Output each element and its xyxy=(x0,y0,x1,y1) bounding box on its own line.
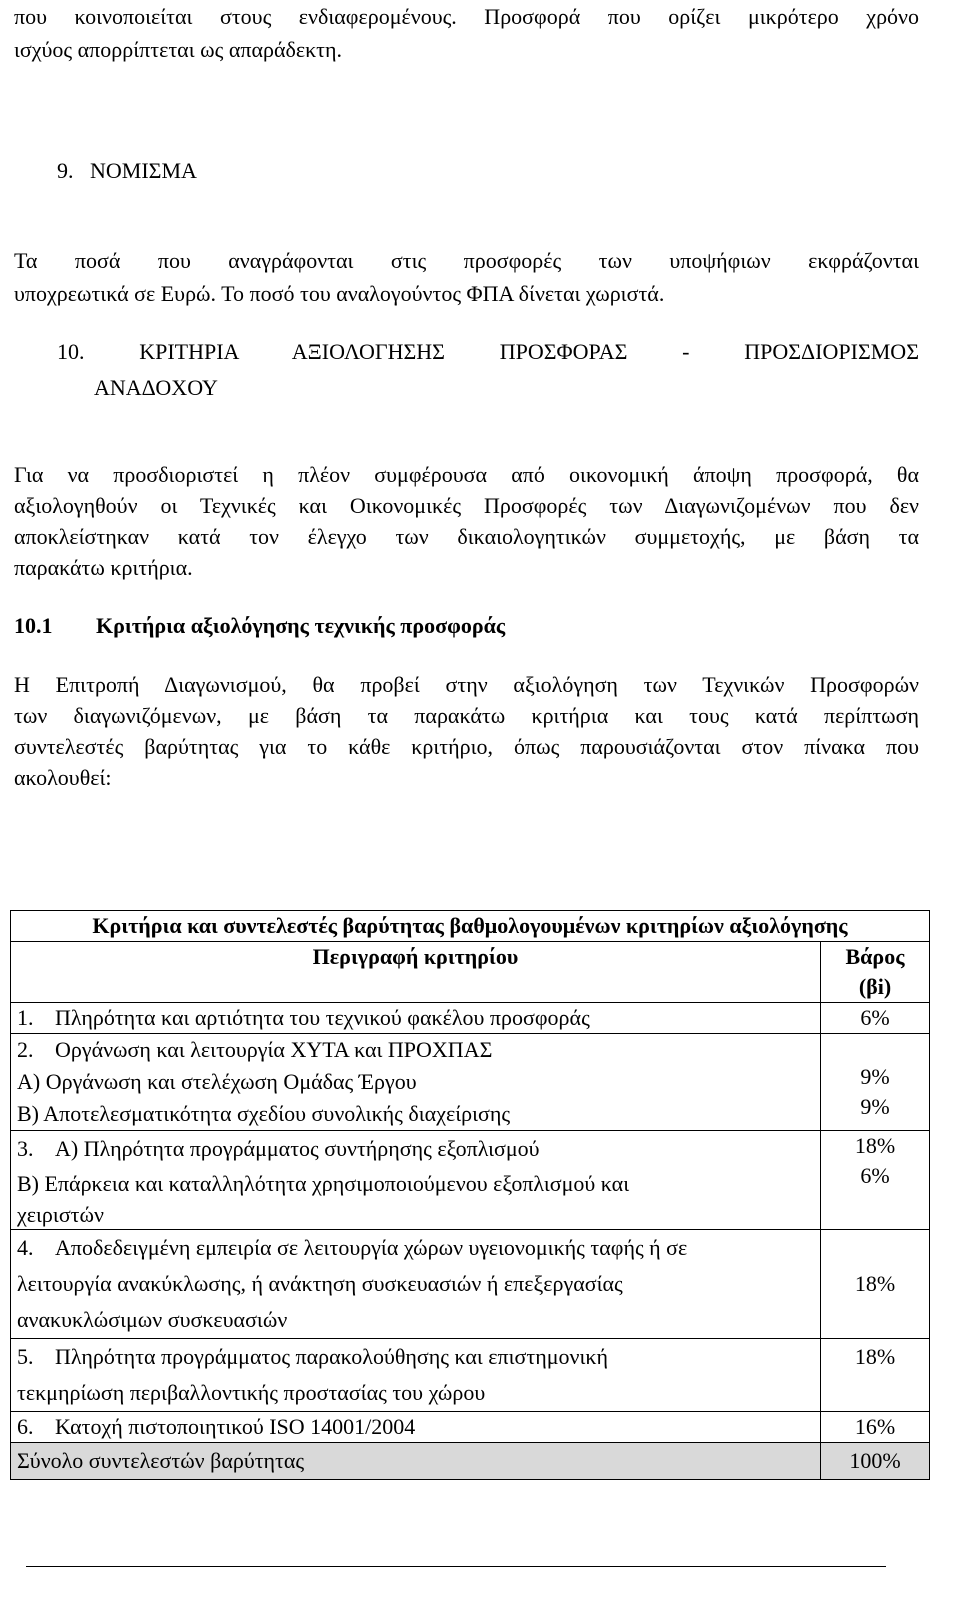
criterion-text: λειτουργία ανακύκλωσης, ή ανάκτηση συσκευασιών ή επεξεργασίας xyxy=(17,1271,623,1296)
criterion-description xyxy=(11,1034,821,1131)
section-9-heading: 9. ΝΟΜΙΣΜΑ xyxy=(57,158,197,183)
section-10-line-4: παρακάτω κριτήρια. xyxy=(14,555,193,580)
criterion-text: Α) Πληρότητα προγράμματος συντήρησης εξοπλισμού xyxy=(55,1136,540,1161)
column-header-weight: Βάρος (βi) xyxy=(821,942,930,1003)
table-title: Κριτήρια και συντελεστές βαρύτητας βαθμολογουμένων κριτηρίων αξιολόγησης xyxy=(11,911,930,942)
criterion-weight: 9% xyxy=(860,1064,890,1089)
criterion-number: 4. xyxy=(17,1235,34,1260)
table-row xyxy=(11,1003,930,1034)
section-10-line-1: Για να προσδιοριστεί η πλέον συμφέρουσα από οικονομική άποψη προσφορά, θα xyxy=(14,462,919,487)
criterion-text: ανακυκλώσιμων συσκευασιών xyxy=(17,1307,288,1332)
criterion-number: 3. xyxy=(17,1136,34,1161)
column-header-description: Περιγραφή κριτηρίου xyxy=(11,942,821,1003)
criterion-number: 5. xyxy=(17,1344,34,1369)
criterion-description xyxy=(11,1339,821,1412)
criterion-text: Κατοχή πιστοποιητικού ISO 14001/2004 xyxy=(55,1414,416,1439)
criterion-number: 2. xyxy=(17,1037,34,1062)
section-10-line-3: αποκλείστηκαν κατά τον έλεγχο των δικαιολογητικών συμμετοχής, με βάση τα xyxy=(14,524,919,549)
section-10-line-2: αξιολογηθούν οι Τεχνικές και Οικονομικές Προσφορές των Διαγωνιζομένων που δεν xyxy=(14,493,919,518)
section-9-line-2: υποχρεωτικά σε Ευρώ. Το ποσό του αναλογούντος ΦΠΑ δίνεται χωριστά. xyxy=(14,281,665,306)
criterion-number: 1. xyxy=(17,1005,34,1030)
section-10-1-title: Κριτήρια αξιολόγησης τεχνικής προσφοράς xyxy=(96,613,506,638)
criterion-weight: 6% xyxy=(860,1163,890,1188)
section-9-line-1: Τα ποσά που αναγράφονται στις προσφορές των υποψήφιων εκφράζονται xyxy=(14,248,919,273)
section-10-heading-line-2: ΑΝΑΔΟΧΟΥ xyxy=(94,375,218,400)
intro-line-2: ισχύος απορρίπτεται ως απαράδεκτη. xyxy=(14,37,343,62)
total-value: 100% xyxy=(821,1443,930,1480)
table-row xyxy=(11,1034,930,1131)
criterion-text: Β) Αποτελεσματικότητα σχεδίου συνολικής διαχείρισης xyxy=(17,1101,511,1126)
section-10-1-line-3: συντελεστές βαρύτητας για το κάθε κριτήριο, όπως παρουσιάζονται στον πίνακα που xyxy=(14,734,919,759)
criterion-description xyxy=(11,1412,821,1443)
criterion-weight: 9% xyxy=(860,1094,890,1119)
section-10-1-number: 10.1 xyxy=(14,613,53,638)
section-10-1-line-2: των διαγωνιζόμενων, με βάση τα παρακάτω κριτήρια και τους κατά περίπτωση xyxy=(14,703,919,728)
section-10-1-line-1: Η Επιτροπή Διαγωνισμού, θα προβεί στην αξιολόγηση των Τεχνικών Προσφορών xyxy=(14,672,919,697)
criterion-text: Πληρότητα και αρτιότητα του τεχνικού φακέλου προσφοράς xyxy=(55,1005,590,1030)
section-10-1-line-4: ακολουθεί: xyxy=(14,765,112,790)
criterion-weight-cell xyxy=(821,1034,930,1131)
criterion-weight-cell xyxy=(821,1131,930,1230)
criterion-text: Α) Οργάνωση και στελέχωση Ομάδας Έργου xyxy=(17,1069,417,1094)
table-row xyxy=(11,1412,930,1443)
criterion-text: χειριστών xyxy=(17,1202,104,1227)
criterion-text: Β) Επάρκεια και καταλληλότητα χρησιμοποιούμενου εξοπλισμού και xyxy=(17,1171,630,1196)
criterion-number: 6. xyxy=(17,1414,34,1439)
section-10-heading-line-1: 10. ΚΡΙΤΗΡΙΑ ΑΞΙΟΛΟΓΗΣΗΣ ΠΡΟΣΦΟΡΑΣ - ΠΡΟΣΔΙΟΡΙΣΜΟΣ xyxy=(57,339,919,364)
criterion-weight: 18% xyxy=(821,1230,930,1339)
table-row xyxy=(11,1230,930,1339)
total-label: Σύνολο συντελεστών βαρύτητας xyxy=(11,1443,821,1480)
criterion-weight: 18% xyxy=(821,1339,930,1412)
criterion-text: τεκμηρίωση περιβαλλοντικής προστασίας του χώρου xyxy=(17,1380,486,1405)
intro-line-1: που κοινοποιείται στους ενδιαφερομένους. Προσφορά που ορίζει μικρότερο χρόνο xyxy=(14,4,919,29)
criterion-text: Πληρότητα προγράμματος παρακολούθησης και επιστημονική xyxy=(55,1344,609,1369)
footer-rule xyxy=(26,1566,886,1567)
table-row xyxy=(11,1339,930,1412)
criterion-weight: 6% xyxy=(821,1003,930,1034)
table-title-row xyxy=(11,911,930,942)
criterion-description xyxy=(11,1131,821,1230)
criterion-weight: 16% xyxy=(821,1412,930,1443)
criterion-text: Οργάνωση και λειτουργία ΧΥΤΑ και ΠΡΟΧΠΑΣ xyxy=(55,1037,493,1062)
criteria-table xyxy=(10,910,930,1480)
table-total-row xyxy=(11,1443,930,1480)
table-row xyxy=(11,1131,930,1230)
table-header-row xyxy=(11,942,930,1003)
criterion-text: Αποδεδειγμένη εμπειρία σε λειτουργία χώρων υγειονομικής ταφής ή σε xyxy=(55,1235,688,1260)
criterion-weight: 18% xyxy=(854,1133,896,1158)
criterion-description xyxy=(11,1230,821,1339)
criterion-description xyxy=(11,1003,821,1034)
